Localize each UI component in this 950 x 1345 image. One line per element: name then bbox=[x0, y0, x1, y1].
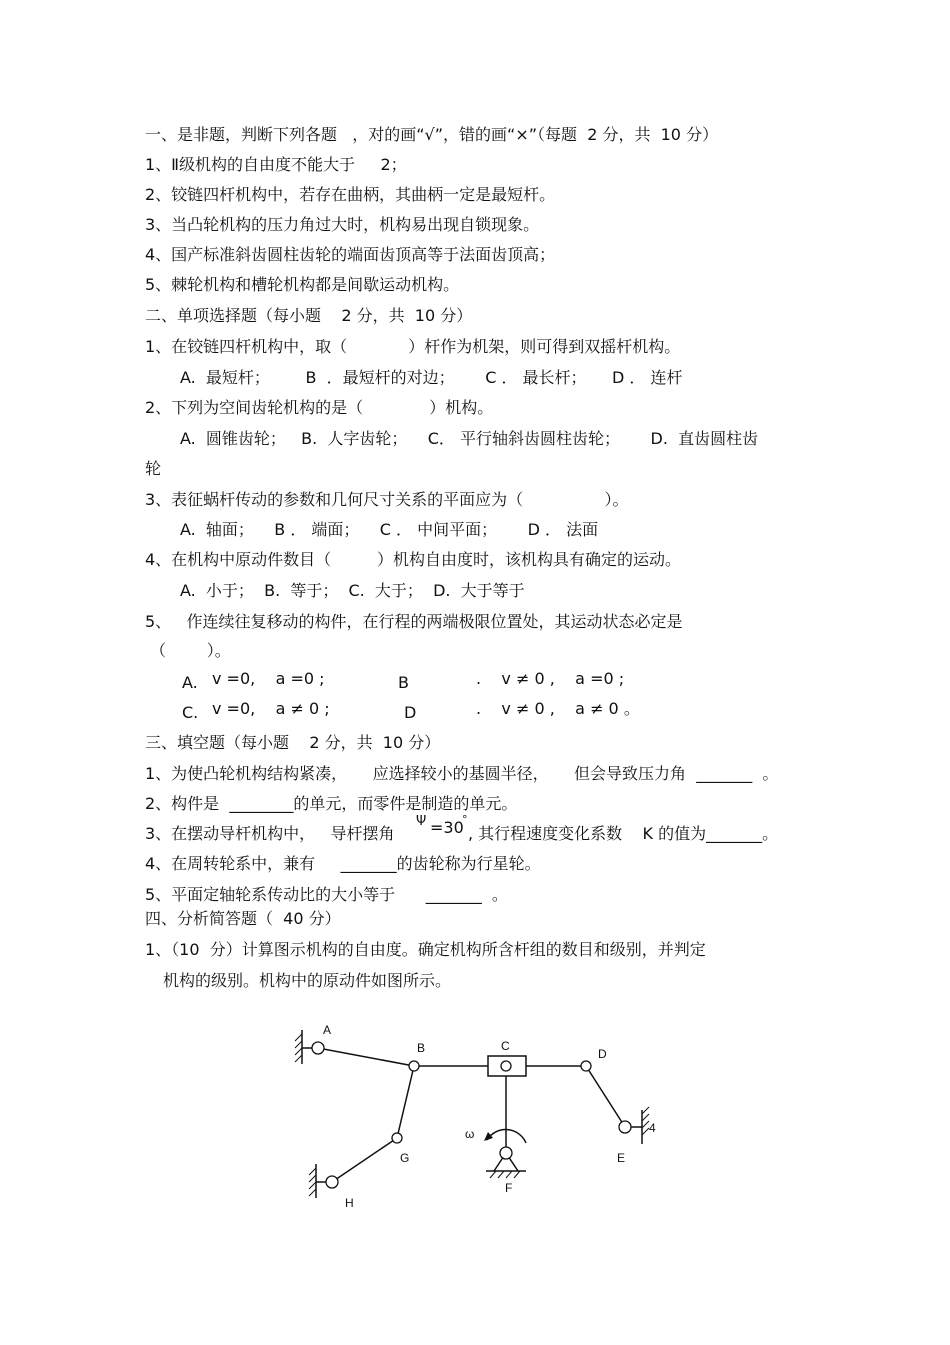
sec2-q3: 3、表征蜗杆传动的参数和几何尺寸关系的平面应为（ ）。 bbox=[145, 490, 629, 509]
sec1-item-3: 3、当凸轮机构的压力角过大时，机构易出现自锁现象。 bbox=[145, 215, 540, 234]
section-4-title: 四、分析简答题（ 40 分） bbox=[145, 909, 341, 928]
section-2-title: 二、单项选择题（每小题 2 分，共 10 分） bbox=[145, 306, 473, 325]
sec3-q4: 4、在周转轮系中，兼有 _______的齿轮称为行星轮。 bbox=[145, 854, 541, 873]
label-A: A bbox=[323, 1023, 332, 1037]
sec2-q4: 4、在机构中原动件数目（ ）机构自由度时，该机构具有确定的运动。 bbox=[145, 550, 681, 569]
sec4-q1-line2: 机构的级别。机构中的原动件如图所示。 bbox=[163, 971, 452, 990]
sec1-item-1: 1、Ⅱ级机构的自由度不能大于 2； bbox=[145, 155, 407, 174]
q5-option-c-label: C. bbox=[182, 703, 199, 722]
sec1-item-2: 2、铰链四杆机构中，若存在曲柄，其曲柄一定是最短杆。 bbox=[145, 185, 556, 204]
q5-option-d-value: . v ≠ 0 , a ≠ 0 。 bbox=[476, 699, 640, 718]
sec2-q4-options: A. 小于； B. 等于； C. 大于； D. 大于等于 bbox=[180, 581, 525, 600]
q5-option-b-value: . v ≠ 0 , a =0 ; bbox=[476, 669, 625, 688]
sec3-q3-end: , 其行程速度变化系数 K 的值为_______。 bbox=[468, 824, 779, 843]
section-3-title: 三、填空题（每小题 2 分，共 10 分） bbox=[145, 733, 441, 752]
sec3-q3-start: 3、在摆动导杆机构中， 导杆摆角 bbox=[145, 824, 395, 843]
label-4: 4 bbox=[649, 1121, 656, 1135]
sec3-q1: 1、为使凸轮机构结构紧凑， 应选择较小的基圆半径， 但会导致压力角 _______ 。 bbox=[145, 764, 779, 783]
psi-value: =30 bbox=[430, 818, 464, 837]
sec1-item-5: 5、棘轮机构和槽轮机构都是间歇运动机构。 bbox=[145, 275, 460, 294]
sec2-q5: 5、 作连续往复移动的构件，在行程的两端极限位置处，其运动状态必定是 bbox=[145, 612, 683, 631]
label-C: C bbox=[501, 1039, 510, 1053]
q5-option-b-label: B bbox=[398, 673, 409, 692]
degree-sign: ° bbox=[462, 813, 468, 826]
q5-option-a-label: A. bbox=[182, 673, 198, 692]
q5-option-a-value: v =0, a =0 ; bbox=[212, 669, 325, 688]
mechanism-diagram bbox=[280, 1010, 680, 1220]
q5-option-d-label: D bbox=[404, 703, 417, 722]
sec2-q5-cont: （ ）。 bbox=[150, 641, 231, 660]
sec1-item-4: 4、国产标准斜齿圆柱齿轮的端面齿顶高等于法面齿顶高； bbox=[145, 245, 556, 264]
sec3-q5: 5、平面定轴轮系传动比的大小等于 _______ 。 bbox=[145, 885, 508, 904]
q5-option-c-value: v =0, a ≠ 0 ; bbox=[212, 699, 330, 718]
label-omega: ω bbox=[465, 1127, 475, 1141]
sec2-q2-options-cont: 轮 bbox=[145, 459, 162, 478]
sec3-q2: 2、构件是 ________的单元，而零件是制造的单元。 bbox=[145, 794, 518, 813]
label-E: E bbox=[617, 1151, 626, 1165]
sec2-q2-options: A. 圆锥齿轮； B. 人字齿轮； C． 平行轴斜齿圆柱齿轮； D. 直齿圆柱齿 bbox=[180, 429, 759, 448]
section-1-title: 一、是非题，判断下列各题 ，对的画“√”，错的画“×”（每题 2 分，共 10 分） bbox=[145, 125, 719, 144]
sec2-q1-options: A. 最短杆； B ．最短杆的对边； C ． 最长杆； D ． 连杆 bbox=[180, 368, 683, 387]
sec2-q1: 1、在铰链四杆机构中，取（ ）杆作为机架，则可得到双摇杆机构。 bbox=[145, 337, 681, 356]
label-H: H bbox=[345, 1196, 354, 1210]
label-D: D bbox=[598, 1047, 607, 1061]
psi-symbol: Ψ bbox=[416, 814, 427, 829]
sec2-q3-options: A. 轴面； B ． 端面； C ． 中间平面； D ． 法面 bbox=[180, 520, 599, 539]
label-B: B bbox=[417, 1041, 426, 1055]
sec4-q1-line1: 1、（10 分）计算图示机构的自由度。确定机构所含杆组的数目和级别，并判定 bbox=[145, 940, 706, 959]
sec2-q2: 2、下列为空间齿轮机构的是（ ）机构。 bbox=[145, 398, 494, 417]
label-G: G bbox=[400, 1151, 410, 1165]
label-F: F bbox=[505, 1181, 513, 1195]
